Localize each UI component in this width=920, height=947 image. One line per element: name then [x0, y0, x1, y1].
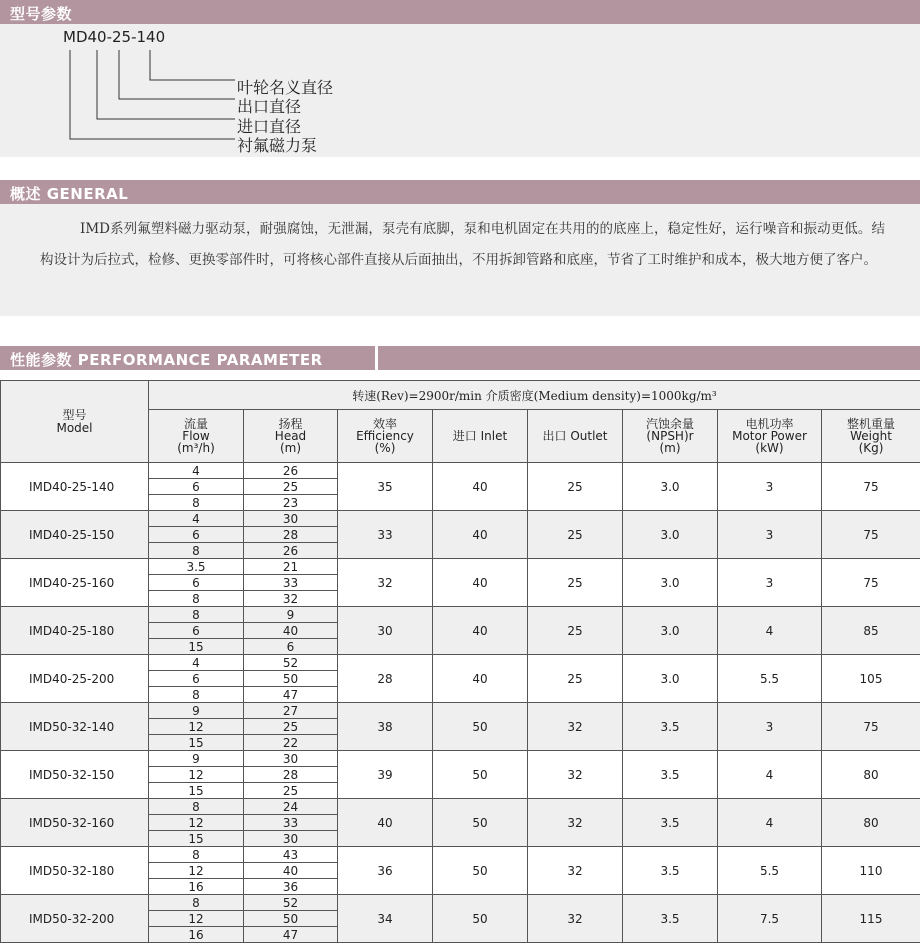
cell-npsh: 3.0: [623, 655, 718, 703]
header-efficiency: [338, 410, 433, 463]
cell-efficiency: 30: [338, 607, 433, 655]
cell-model: IMD40-25-150: [1, 511, 149, 559]
cell-npsh: 3.0: [623, 463, 718, 511]
cell-head: 43: [244, 847, 338, 863]
cell-inlet: 50: [433, 751, 528, 799]
cell-flow: 15: [149, 783, 244, 799]
cell-head: 24: [244, 799, 338, 815]
cell-npsh: 3.5: [623, 895, 718, 943]
cell-flow: 12: [149, 767, 244, 783]
cell-motor-power: 3: [718, 511, 822, 559]
section-bar-divider: [375, 346, 378, 370]
table-row: [1, 559, 920, 575]
model-code-diagram: [0, 24, 240, 157]
cell-outlet: 25: [528, 607, 623, 655]
cell-flow: 8: [149, 847, 244, 863]
cell-flow: 8: [149, 895, 244, 911]
header-weight-line: 整机重量: [846, 417, 895, 431]
cell-head: 28: [244, 767, 338, 783]
cell-outlet: 25: [528, 463, 623, 511]
cell-head: 52: [244, 655, 338, 671]
cell-head: 52: [244, 895, 338, 911]
header-weight: [822, 410, 920, 463]
section-title-performance: 性能参数 PERFORMANCE PARAMETER: [10, 351, 323, 369]
cell-inlet: 50: [433, 703, 528, 751]
cell-npsh: 3.5: [623, 703, 718, 751]
cell-flow: 15: [149, 735, 244, 751]
cell-head: 33: [244, 815, 338, 831]
table-row: [1, 751, 920, 767]
cell-npsh: 3.0: [623, 511, 718, 559]
cell-weight: 75: [822, 511, 920, 559]
model-code: MD40-25-140: [63, 28, 166, 46]
cell-head: 26: [244, 543, 338, 559]
cell-flow: 15: [149, 831, 244, 847]
cell-efficiency: 39: [338, 751, 433, 799]
cell-head: 26: [244, 463, 338, 479]
table-row: [1, 607, 920, 623]
cell-inlet: 40: [433, 607, 528, 655]
cell-head: 27: [244, 703, 338, 719]
cell-head: 25: [244, 719, 338, 735]
header-motor-power: [718, 410, 822, 463]
cell-flow: 4: [149, 511, 244, 527]
general-description: [40, 214, 885, 276]
code-part-pump-type: 衬氟磁力泵: [237, 136, 318, 155]
cell-flow: 15: [149, 639, 244, 655]
header-npsh-line: (NPSH)r: [646, 429, 694, 443]
cell-head: 21: [244, 559, 338, 575]
cell-efficiency: 28: [338, 655, 433, 703]
header-model-en: Model: [56, 420, 93, 435]
cell-model: IMD50-32-180: [1, 847, 149, 895]
cell-model: IMD50-32-160: [1, 799, 149, 847]
header-outlet-line: 出口 Outlet: [542, 429, 608, 443]
table-row: [1, 511, 920, 527]
cell-flow: 8: [149, 687, 244, 703]
cell-head: 23: [244, 495, 338, 511]
cell-model: IMD40-25-180: [1, 607, 149, 655]
header-flow-line: (m³/h): [177, 441, 215, 455]
cell-efficiency: 32: [338, 559, 433, 607]
header-motor-power-line: (kW): [755, 441, 784, 455]
cell-efficiency: 36: [338, 847, 433, 895]
cell-weight: 80: [822, 799, 920, 847]
cell-flow: 6: [149, 527, 244, 543]
cell-npsh: 3.5: [623, 751, 718, 799]
cell-model: IMD40-25-160: [1, 559, 149, 607]
header-efficiency-line: Efficiency: [356, 429, 414, 443]
cell-flow: 6: [149, 671, 244, 687]
cell-weight: 85: [822, 607, 920, 655]
cell-head: 6: [244, 639, 338, 655]
cell-outlet: 32: [528, 703, 623, 751]
header-motor-power-line: Motor Power: [732, 429, 807, 443]
cell-motor-power: 4: [718, 799, 822, 847]
header-head: [244, 410, 338, 463]
cell-flow: 4: [149, 463, 244, 479]
cell-head: 40: [244, 863, 338, 879]
cell-flow: 12: [149, 863, 244, 879]
table-row: [1, 703, 920, 719]
cell-outlet: 32: [528, 799, 623, 847]
cell-outlet: 32: [528, 847, 623, 895]
cell-weight: 115: [822, 895, 920, 943]
header-npsh-line: 汽蚀余量: [645, 417, 694, 431]
section-bar-performance: [0, 346, 920, 370]
cell-motor-power: 4: [718, 607, 822, 655]
header-weight-line: Weight: [850, 429, 892, 443]
cell-head: 50: [244, 671, 338, 687]
cell-model: IMD40-25-200: [1, 655, 149, 703]
cell-flow: 9: [149, 751, 244, 767]
cell-flow: 8: [149, 591, 244, 607]
cell-head: 36: [244, 879, 338, 895]
table-row: [1, 895, 920, 911]
section-title-general: 概述 GENERAL: [10, 185, 129, 203]
cell-weight: 110: [822, 847, 920, 895]
cell-inlet: 50: [433, 895, 528, 943]
code-part-outlet-diameter: 出口直径: [237, 97, 302, 116]
cell-inlet: 50: [433, 847, 528, 895]
cell-head: 32: [244, 591, 338, 607]
section-title-model-params: 型号参数: [10, 5, 73, 23]
cell-efficiency: 40: [338, 799, 433, 847]
performance-table: [0, 380, 920, 943]
cell-inlet: 40: [433, 655, 528, 703]
header-head-line: (m): [279, 441, 302, 455]
cell-flow: 8: [149, 799, 244, 815]
header-efficiency-line: (%): [374, 441, 396, 455]
table-row: [1, 655, 920, 671]
header-npsh: [623, 410, 718, 463]
header-outlet: [528, 410, 623, 463]
cell-efficiency: 38: [338, 703, 433, 751]
cell-flow: 9: [149, 703, 244, 719]
header-model: [1, 381, 149, 463]
cell-flow: 6: [149, 479, 244, 495]
cell-flow: 8: [149, 607, 244, 623]
general-paragraph: IMD系列氟塑料磁力驱动泵，耐强腐蚀，无泄漏，泵壳有底脚，泵和电机固定在共用的的底座上，稳定性好，运行噪音和振动更低。结构设计为后拉式，检修、更换零部件时，可将核心部件直接从后面抽出，不用拆卸管路和底座，节省了工时维护和成本，极大地方便了客户。: [40, 221, 885, 268]
cell-npsh: 3.5: [623, 799, 718, 847]
cell-npsh: 3.0: [623, 607, 718, 655]
cell-head: 30: [244, 511, 338, 527]
table-row: [1, 847, 920, 863]
cell-motor-power: 3: [718, 559, 822, 607]
header-inlet-line: 进口 Inlet: [452, 429, 508, 443]
cell-head: 30: [244, 751, 338, 767]
header-flow-line: 流量: [183, 417, 208, 431]
cell-inlet: 40: [433, 559, 528, 607]
cell-outlet: 25: [528, 655, 623, 703]
cell-head: 40: [244, 623, 338, 639]
cell-motor-power: 3: [718, 463, 822, 511]
cell-head: 9: [244, 607, 338, 623]
cell-efficiency: 33: [338, 511, 433, 559]
cell-weight: 75: [822, 463, 920, 511]
cell-npsh: 3.0: [623, 559, 718, 607]
cell-flow: 12: [149, 719, 244, 735]
cell-inlet: 50: [433, 799, 528, 847]
cell-efficiency: 35: [338, 463, 433, 511]
cell-flow: 16: [149, 927, 244, 943]
header-head-line: 扬程: [278, 417, 303, 431]
header-head-line: Head: [274, 429, 307, 443]
cell-outlet: 32: [528, 895, 623, 943]
cell-head: 25: [244, 479, 338, 495]
cell-model: IMD40-25-140: [1, 463, 149, 511]
cell-weight: 75: [822, 703, 920, 751]
cell-head: 30: [244, 831, 338, 847]
header-efficiency-line: 效率: [372, 417, 397, 431]
section-bar-general: [0, 180, 920, 204]
cell-head: 22: [244, 735, 338, 751]
header-motor-power-line: 电机功率: [745, 417, 794, 431]
cell-model: IMD50-32-140: [1, 703, 149, 751]
cell-inlet: 40: [433, 463, 528, 511]
cell-flow: 12: [149, 815, 244, 831]
cell-efficiency: 34: [338, 895, 433, 943]
cell-flow: 3.5: [149, 559, 244, 575]
header-speed-density: 转速(Rev)=2900r/min 介质密度(Medium density)=1000kg/m³: [149, 381, 920, 410]
cell-flow: 8: [149, 543, 244, 559]
code-part-inlet-diameter: 进口直径: [237, 117, 302, 136]
cell-flow: 4: [149, 655, 244, 671]
cell-motor-power: 5.5: [718, 847, 822, 895]
cell-motor-power: 5.5: [718, 655, 822, 703]
cell-outlet: 25: [528, 511, 623, 559]
section-bar-model-params: [0, 0, 920, 24]
cell-motor-power: 4: [718, 751, 822, 799]
cell-model: IMD50-32-150: [1, 751, 149, 799]
cell-flow: 6: [149, 623, 244, 639]
cell-head: 28: [244, 527, 338, 543]
cell-flow: 6: [149, 575, 244, 591]
cell-weight: 80: [822, 751, 920, 799]
cell-inlet: 40: [433, 511, 528, 559]
table-row: [1, 799, 920, 815]
cell-flow: 16: [149, 879, 244, 895]
cell-npsh: 3.5: [623, 847, 718, 895]
cell-motor-power: 7.5: [718, 895, 822, 943]
header-weight-line: (Kg): [858, 441, 884, 455]
cell-head: 47: [244, 687, 338, 703]
code-part-impeller-diameter: 叶轮名义直径: [237, 78, 334, 97]
cell-head: 25: [244, 783, 338, 799]
cell-head: 33: [244, 575, 338, 591]
cell-flow: 12: [149, 911, 244, 927]
header-inlet: [433, 410, 528, 463]
cell-outlet: 25: [528, 559, 623, 607]
cell-head: 50: [244, 911, 338, 927]
header-npsh-line: (m): [659, 441, 681, 455]
cell-flow: 8: [149, 495, 244, 511]
cell-head: 47: [244, 927, 338, 943]
cell-outlet: 32: [528, 751, 623, 799]
cell-motor-power: 3: [718, 703, 822, 751]
header-flow: [149, 410, 244, 463]
header-model-cn: 型号: [62, 407, 87, 422]
header-flow-line: Flow: [182, 429, 210, 443]
table-row: [1, 463, 920, 479]
cell-weight: 105: [822, 655, 920, 703]
cell-model: IMD50-32-200: [1, 895, 149, 943]
cell-weight: 75: [822, 559, 920, 607]
